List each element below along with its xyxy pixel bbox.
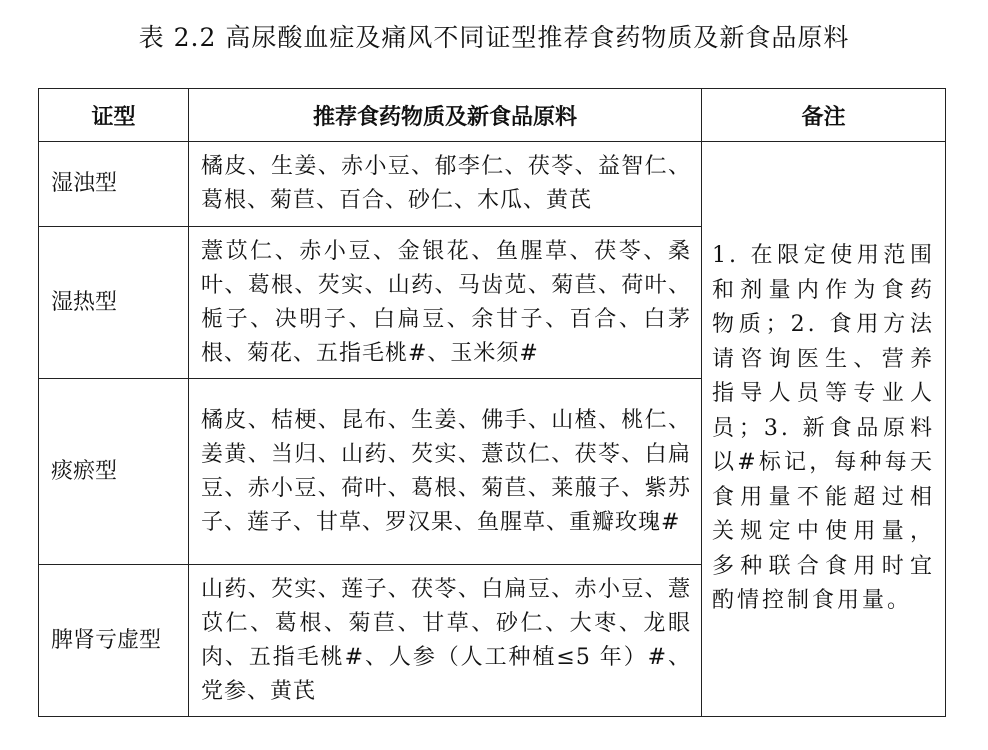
recommendation-table <box>38 88 946 717</box>
header-recommended-materials: 推荐食药物质及新食品原料 <box>189 89 702 142</box>
table-caption: 表 2.2 高尿酸血症及痛风不同证型推荐食药物质及新食品原料 <box>138 23 850 52</box>
materials-cell: 山药、芡实、莲子、茯苓、白扁豆、赤小豆、薏苡仁、葛根、菊苣、甘草、砂仁、大枣、龙眼肉、五指毛桃#、人参（人工种植≤5 年）#、党参、黄芪 <box>189 565 702 717</box>
syndrome-type-cell: 湿浊型 <box>39 142 189 227</box>
syndrome-type-cell: 脾肾亏虚型 <box>39 565 189 717</box>
table-row <box>39 142 946 227</box>
materials-cell: 橘皮、桔梗、昆布、生姜、佛手、山楂、桃仁、姜黄、当归、山药、芡实、薏苡仁、茯苓、白扁豆、赤小豆、荷叶、葛根、菊苣、莱菔子、紫苏子、莲子、甘草、罗汉果、鱼腥草、重瓣玫瑰# <box>189 379 702 565</box>
header-remarks: 备注 <box>702 89 946 142</box>
remarks-cell: 1. 在限定使用范围和剂量内作为食药物质；2. 食用方法请咨询医生、营养指导人员等专业人员；3. 新食品原料以#标记，每种每天食用量不能超过相关规定中使用量，多种联合食用时宜酌情控制食用量。 <box>702 142 946 717</box>
materials-cell: 橘皮、生姜、赤小豆、郁李仁、茯苓、益智仁、葛根、菊苣、百合、砂仁、木瓜、黄芪 <box>189 142 702 227</box>
materials-cell: 薏苡仁、赤小豆、金银花、鱼腥草、茯苓、桑叶、葛根、芡实、山药、马齿苋、菊苣、荷叶、栀子、决明子、白扁豆、余甘子、百合、白茅根、菊花、五指毛桃#、玉米须# <box>189 227 702 379</box>
syndrome-type-cell: 痰瘀型 <box>39 379 189 565</box>
header-syndrome-type: 证型 <box>39 89 189 142</box>
header-row <box>39 89 946 142</box>
syndrome-type-cell: 湿热型 <box>39 227 189 379</box>
